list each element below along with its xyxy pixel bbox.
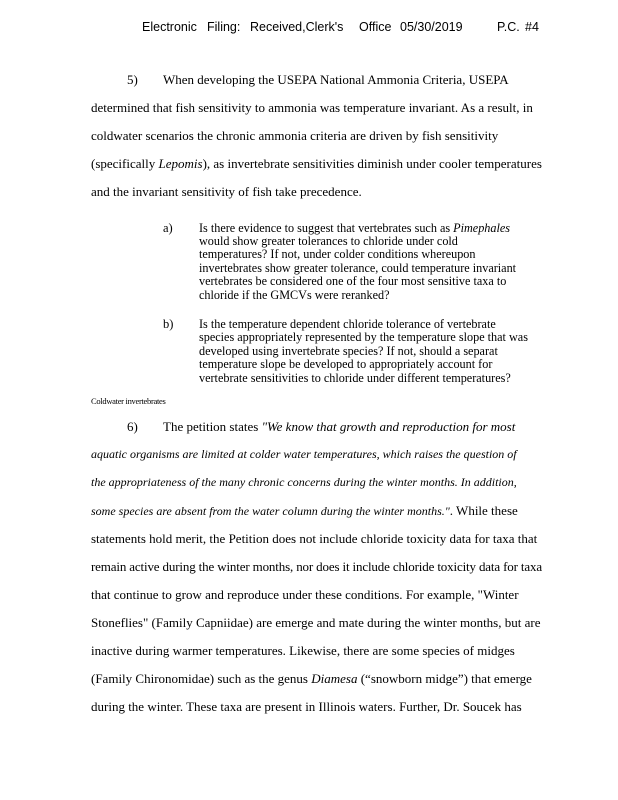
paragraph-5-lepomis: Lepomis	[158, 156, 203, 171]
paragraph-5-line-4-post: ), as invertebrate sensitivities diminish under cooler temperatures	[202, 156, 542, 171]
question-a-line-4: invertebrates show greater tolerance, could temperature invariant	[199, 261, 517, 275]
paragraph-6-line-5-pre: statements hold merit, the	[91, 531, 226, 546]
question-a-line-5-pre: vertebrates be considered one of the four most	[199, 274, 425, 288]
paragraph-5-line-4	[91, 156, 542, 172]
paragraph-6-diamesa: Diamesa	[311, 671, 358, 686]
header-date: 05/30/2019	[400, 20, 463, 34]
paragraph-6-line-11-mid: taxa	[220, 699, 243, 714]
header-filing: Filing:	[207, 20, 241, 34]
paragraph-6-line-11-post: are present in Illinois waters. Further, Dr. Soucek has	[242, 699, 522, 714]
paragraph-6-line-11-pre: during the winter. These	[91, 699, 218, 714]
paragraph-5-line-4-pre: (specifically	[91, 156, 159, 171]
paragraph-6-line-10-pre: (Family Chironomidae) such as the genus	[91, 671, 312, 686]
paragraph-5-line-2: determined that fish sensitivity to ammonia was temperature invariant. As a result, in	[91, 100, 533, 115]
question-b-marker: b)	[163, 317, 174, 331]
paragraph-6-line-4-tail: . While these	[449, 503, 518, 518]
paragraph-6-line-7-post: For example, "Winter	[405, 587, 519, 602]
header-office: Office	[359, 20, 392, 34]
paragraph-6-line-10-post: (“snowborn midge”) that emerge	[357, 671, 532, 686]
question-a-line-1-pre: Is there evidence to suggest	[199, 221, 334, 235]
question-a-line-5-post: sensitive taxa to	[427, 274, 507, 288]
paragraph-5-line-5: and the invariant sensitivity of fish take precedence.	[91, 184, 362, 199]
paragraph-6-line-2	[91, 447, 517, 462]
question-b-line-1: Is the temperature dependent chloride tolerance of vertebrate	[199, 317, 496, 331]
page-header	[0, 20, 618, 36]
header-pc: P.C.	[497, 20, 520, 34]
question-a-marker: a)	[163, 221, 173, 235]
paragraph-6-quote-line-3: the appropriateness of the many chronic concerns during the winter months. In addition,	[91, 475, 517, 489]
question-a-line-1-mid: that vertebrates such as	[336, 221, 454, 235]
paragraph-6-line-5-post: Petition does not include chloride toxicity data for taxa that	[228, 531, 538, 546]
header-received: Received,Clerk's	[250, 20, 344, 34]
paragraph-5-line-3: coldwater scenarios the chronic ammonia criteria are driven by fish sensitivity	[91, 128, 499, 143]
paragraph-5-line-1: When developing the USEPA National Ammonia Criteria, USEPA	[163, 72, 509, 87]
paragraph-6-line-9: inactive during warmer temperatures. Likewise, there are some species of midges	[91, 643, 515, 658]
paragraph-6-line-7	[91, 587, 519, 603]
question-a-pimephales: Pimephales	[453, 221, 511, 235]
paragraph-6-number: 6)	[127, 419, 138, 434]
paragraph-6-line-10	[91, 671, 532, 687]
question-a-line-6: chloride if the GMCVs were reranked?	[199, 288, 390, 302]
paragraph-6-quote-line-2: aquatic organisms are limited at colder water temperatures, which raises the question of	[91, 447, 517, 461]
paragraph-6-line-8: Stoneflies" (Family Capniidae) are emerge and mate during the winter months, but are	[91, 615, 541, 630]
question-b-line-5: vertebrate sensitivities to chloride under different temperatures?	[199, 371, 511, 385]
question-a-line-2: would show greater tolerances to chloride under cold	[199, 234, 458, 248]
question-b-line-2: species appropriately represented by the temperature slope that was	[199, 330, 528, 344]
paragraph-6-line-6: remain active during the winter months, nor does it include chloride toxicity data for taxa	[91, 559, 542, 574]
header-number: #4	[525, 20, 539, 34]
header-electronic: Electronic	[142, 20, 197, 34]
paragraph-6-line-1-pre: The petition states	[163, 419, 259, 434]
question-a-line-5	[199, 275, 506, 288]
question-a-line-3: temperatures? If not, under colder conditions whereupon	[199, 247, 476, 261]
paragraph-6-quote-start: "We know that growth and reproduction for most	[261, 419, 516, 434]
paragraph-5-number: 5)	[127, 72, 138, 87]
paragraph-6-line-3	[91, 475, 517, 490]
paragraph-6-line-7-pre: that continue to grow and reproduce under these conditions.	[91, 587, 403, 602]
paragraph-6-line-1	[163, 419, 515, 435]
paragraph-6-line-5	[91, 531, 537, 547]
coldwater-invertebrates-label: Coldwater invertebrates	[91, 396, 166, 406]
paragraph-6-line-11	[91, 699, 522, 715]
question-b-line-3: developed using invertebrate species? If not, should a separat	[199, 344, 498, 358]
paragraph-6-line-4	[91, 503, 518, 519]
paragraph-6-quote-line-4: some species are absent from the water column during the winter months."	[91, 504, 450, 518]
question-b-line-4: temperature slope be developed to appropriately account for	[199, 357, 493, 371]
